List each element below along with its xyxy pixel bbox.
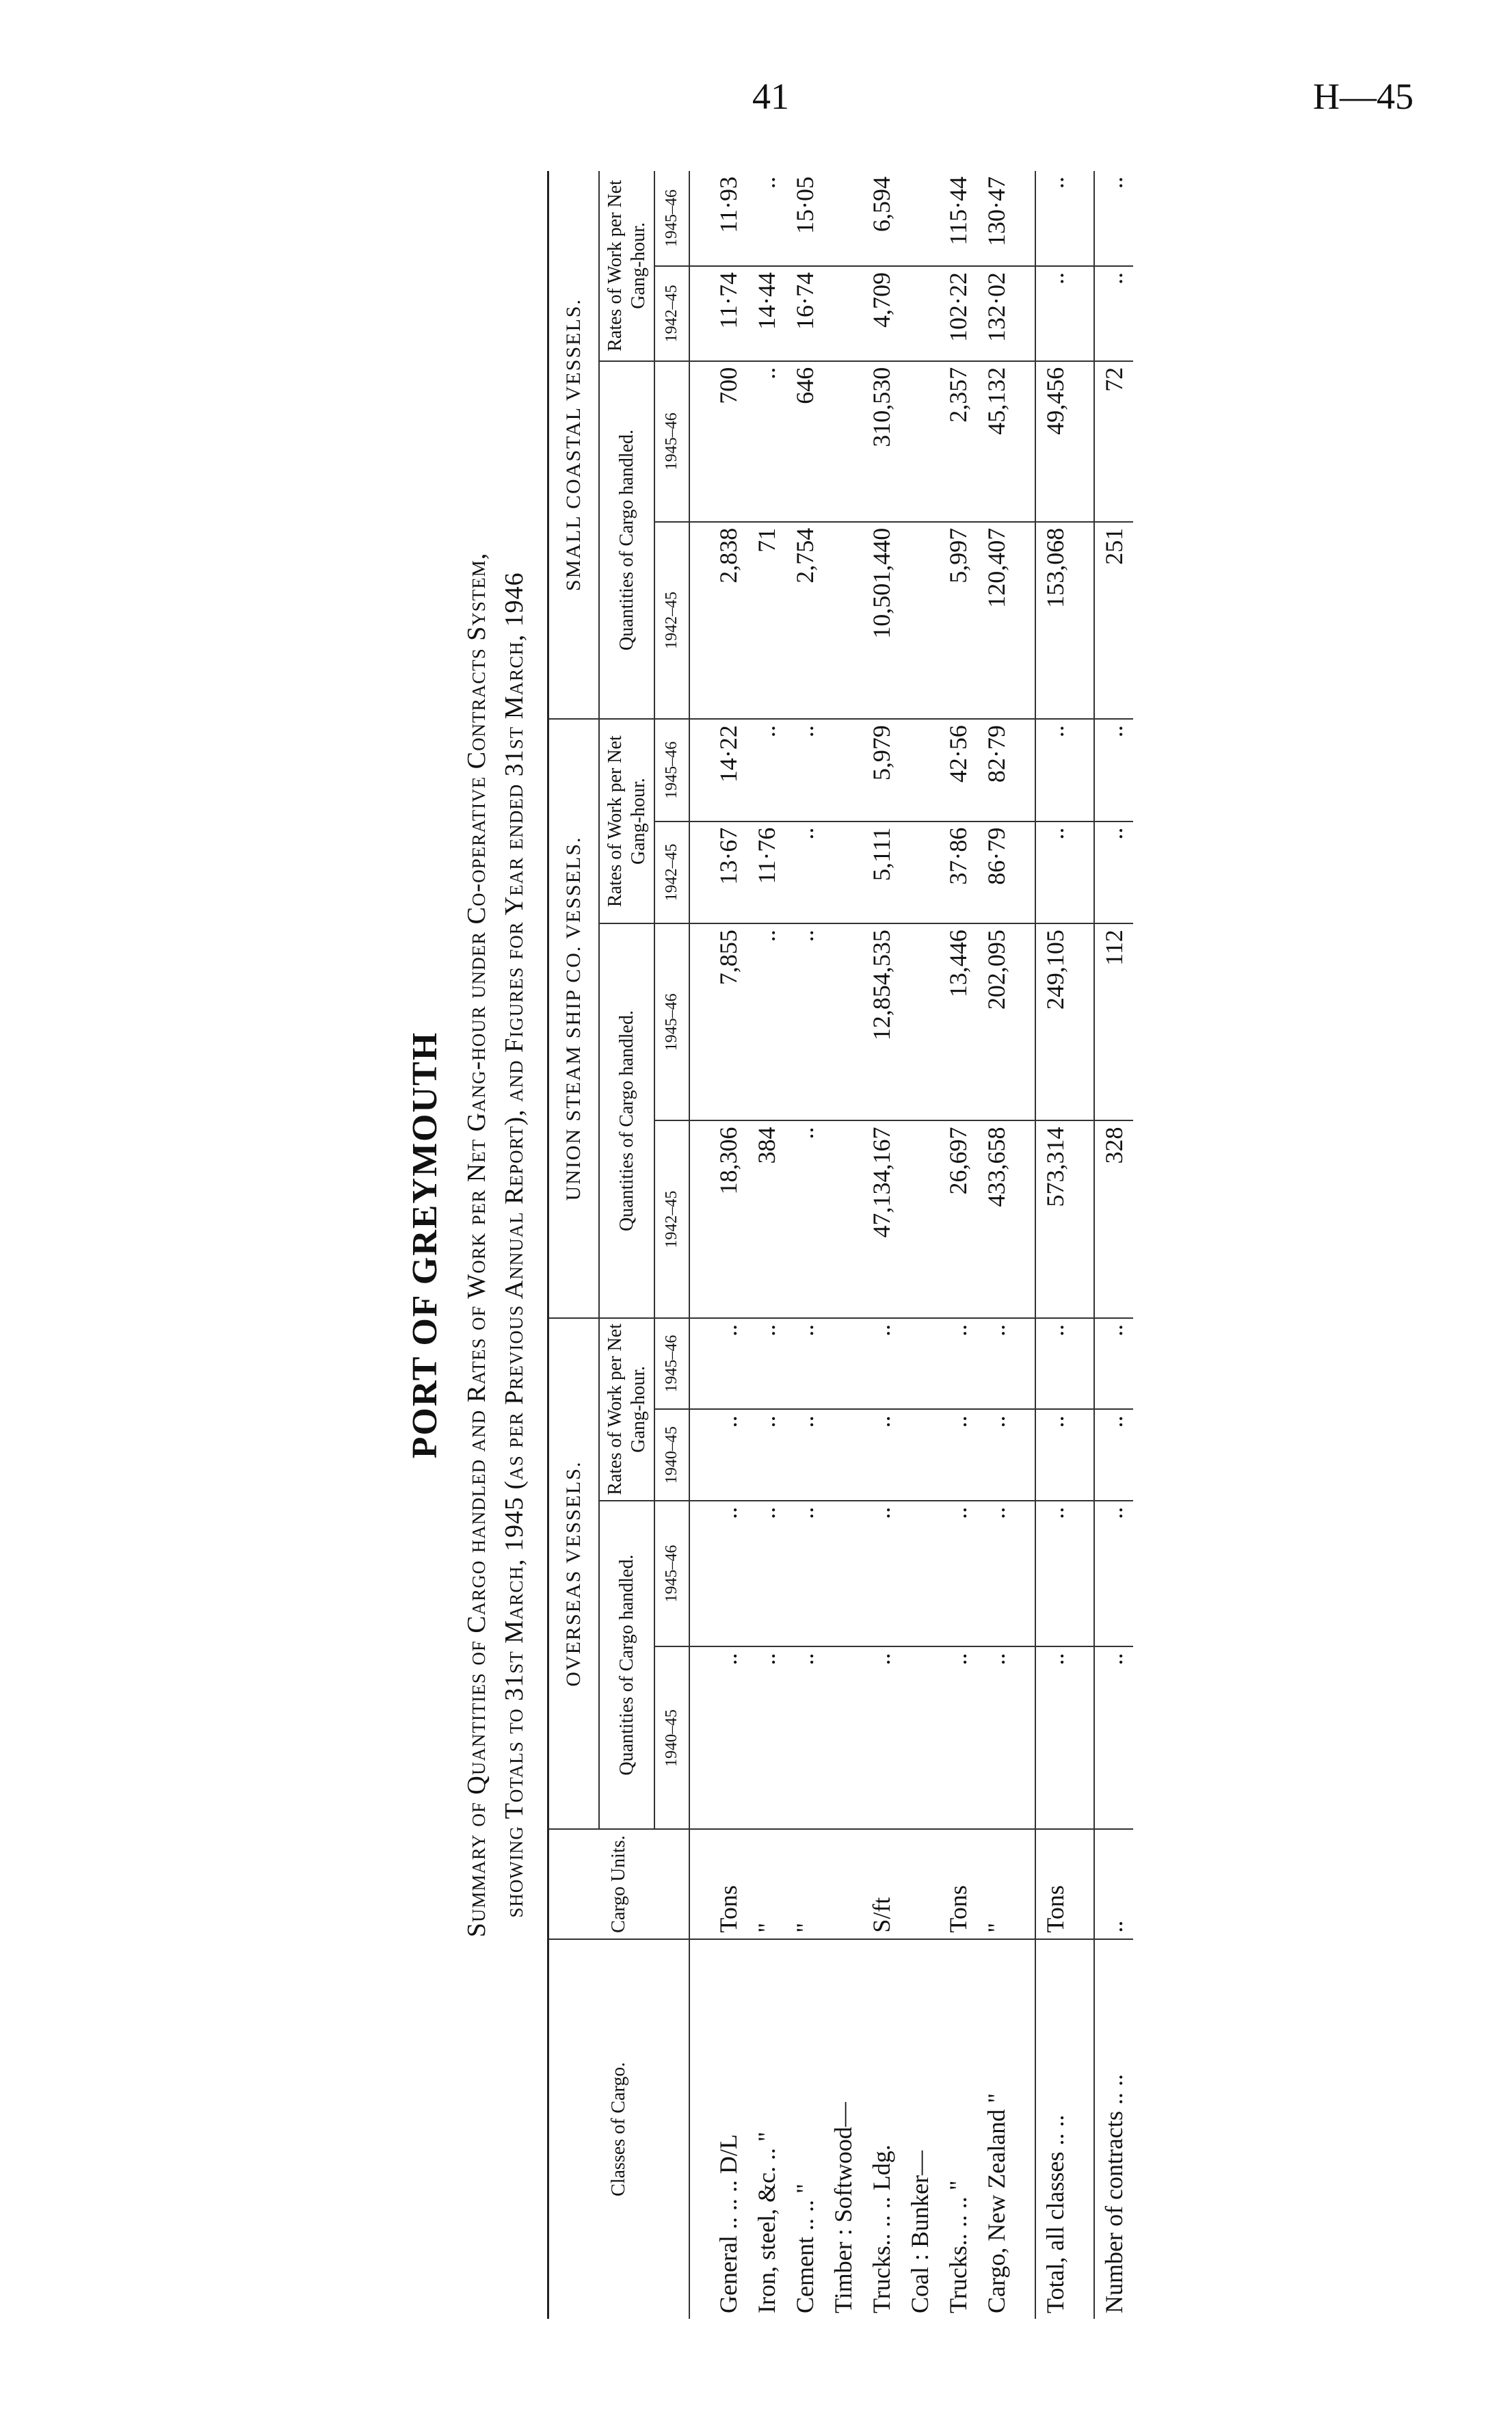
value-cell-ov_q2: .. <box>862 1501 901 1647</box>
cargo-unit-cell: " <box>747 1829 786 1939</box>
cargo-unit-cell: Tons <box>1035 1829 1074 1939</box>
value-cell-us_q2 <box>824 923 862 1120</box>
value-cell-ov_q1: .. <box>709 1646 747 1829</box>
header-year-sc_r2: 1945–46 <box>654 171 689 266</box>
value-cell-sc_q2: 700 <box>709 361 747 522</box>
header-year-us_q2: 1945–46 <box>654 923 689 1120</box>
value-cell-sc_q1: 71 <box>747 522 786 719</box>
value-cell-sc_r1: 132·02 <box>977 266 1016 361</box>
header-units: Cargo Units. <box>548 1829 689 1939</box>
value-cell-us_q2: 112 <box>1094 923 1133 1120</box>
header-year-ov_r1: 1940–45 <box>654 1409 689 1501</box>
spacer-cell <box>1016 361 1035 522</box>
value-cell-us_q1: 18,306 <box>709 1120 747 1317</box>
value-cell-us_q2: 249,105 <box>1035 923 1074 1120</box>
value-cell-sc_r1 <box>901 266 939 361</box>
value-cell-ov_r1 <box>901 1409 939 1501</box>
value-cell-ov_r1: .. <box>709 1409 747 1501</box>
spacer-cell <box>1016 719 1035 822</box>
page-number: 41 <box>752 76 789 117</box>
value-cell-us_q1 <box>824 1120 862 1317</box>
value-cell-ov_r2 <box>901 1318 939 1410</box>
cargo-unit-cell: Tons <box>709 1829 747 1939</box>
value-cell-us_r1 <box>824 822 862 924</box>
value-cell-ov_q2: .. <box>1094 1501 1133 1647</box>
spacer-cell <box>689 1318 709 1410</box>
value-cell-ov_r2: .. <box>747 1318 786 1410</box>
subtitle-line-1: Summary of Quantities of Cargo handled and Rates of Work per Net Gang-hour under Co-operative Contracts System, <box>462 552 491 1938</box>
value-cell-sc_q2: 310,530 <box>862 361 901 522</box>
value-cell-us_r2 <box>824 719 862 822</box>
value-cell-ov_r2: .. <box>1035 1318 1074 1410</box>
value-cell-sc_r1: 4,709 <box>862 266 901 361</box>
spacer-cell <box>1016 1501 1035 1647</box>
value-cell-ov_r2: .. <box>709 1318 747 1410</box>
value-cell-sc_q1 <box>901 522 939 719</box>
value-cell-ov_q2: .. <box>1035 1501 1074 1647</box>
value-cell-sc_r1: 14·44 <box>747 266 786 361</box>
cargo-unit-cell: .. <box>1094 1829 1133 1939</box>
table-row <box>901 171 939 2319</box>
table-row <box>939 171 977 2319</box>
header-rates: Rates of Work per Net Gang-hour. <box>599 719 654 923</box>
value-cell-sc_r2 <box>824 171 862 266</box>
value-cell-sc_r2: 115·44 <box>944 176 972 246</box>
header-year-us_r2: 1945–46 <box>654 719 689 822</box>
spacer-cell <box>1016 822 1035 924</box>
cargo-class-cell: Total, all classes .. .. <box>1035 1939 1074 2319</box>
value-cell-sc_q1 <box>824 522 862 719</box>
cargo-class-cell: Trucks.. .. .. " <box>939 1939 977 2319</box>
header-year-us_r1: 1942–45 <box>654 822 689 924</box>
cargo-class-cell: Timber : Softwood— <box>824 1939 862 2319</box>
value-cell-sc_r1 <box>824 266 862 361</box>
value-cell-sc_q1: 2,838 <box>709 522 747 719</box>
value-cell-ov_q1: .. <box>1094 1646 1133 1829</box>
table-row <box>709 171 747 2319</box>
value-cell-ov_q1: .. <box>939 1646 977 1829</box>
value-cell-ov_r1: .. <box>1094 1409 1133 1501</box>
value-cell-sc_r2: .. <box>1035 171 1074 266</box>
value-cell-ov_r1: .. <box>1035 1409 1074 1501</box>
table-row <box>747 171 786 2319</box>
spacer-cell <box>689 719 709 822</box>
value-cell-us_q2: .. <box>786 923 824 1120</box>
value-cell-us_r2: 5,979 <box>862 719 901 822</box>
value-cell-sc_q1: 251 <box>1094 522 1133 719</box>
value-cell-us_q2: .. <box>747 923 786 1120</box>
header-quantities: Quantities of Cargo handled. <box>599 923 654 1318</box>
rotated-table-page <box>397 171 1347 2319</box>
spacer-row <box>1016 171 1035 2319</box>
value-cell-ov_q2: .. <box>939 1501 977 1647</box>
cargo-class-cell: Trucks.. .. .. Ldg. <box>862 1939 901 2319</box>
spacer-cell <box>1074 361 1094 522</box>
value-cell-sc_r2: 15·05 <box>791 176 819 234</box>
value-cell-us_q2 <box>901 923 939 1120</box>
value-cell-us_r1: 5,111 <box>862 822 901 924</box>
spacer-cell <box>1074 266 1094 361</box>
value-cell-us_r2: .. <box>1035 719 1074 822</box>
value-cell-sc_r1: 102·22 <box>939 266 977 361</box>
value-cell-ov_q2: .. <box>977 1501 1016 1647</box>
value-cell-us_q1: 47,134,167 <box>862 1120 901 1317</box>
value-cell-sc_r2: 11·93 <box>714 176 742 233</box>
spacer-cell <box>1074 719 1094 822</box>
cargo-unit-cell: " <box>977 1829 1016 1939</box>
subtitle-line-2: showing Totals to 31st March, 1945 (as per Previous Annual Report), and Figures for Year ended 31st March, 1946 <box>500 572 529 1918</box>
value-cell-us_r2: .. <box>1094 719 1133 822</box>
value-cell-us_r1 <box>901 822 939 924</box>
cargo-class-cell: Coal : Bunker— <box>901 1939 939 2319</box>
value-cell-ov_r2: .. <box>1094 1318 1133 1410</box>
cargo-class-cell: General .. .. .. D/L <box>709 1939 747 2319</box>
value-cell-us_q1: 573,314 <box>1035 1120 1074 1317</box>
spacer-cell <box>689 1829 709 1939</box>
value-cell-us_r1: 13·67 <box>709 822 747 924</box>
value-cell-ov_q1 <box>824 1646 862 1829</box>
value-cell-sc_q2: 72 <box>1094 361 1133 522</box>
spacer-cell <box>689 923 709 1120</box>
spacer-cell <box>689 1409 709 1501</box>
page-title: PORT OF GREYMOUTH <box>406 1031 445 1459</box>
value-cell-ov_q1 <box>901 1646 939 1829</box>
header-year-ov_q2: 1945–46 <box>654 1501 689 1647</box>
table-row <box>786 171 824 2319</box>
spacer-cell <box>1074 1120 1094 1317</box>
spacer-cell <box>689 822 709 924</box>
spacer-cell <box>1016 1409 1035 1501</box>
spacer-cell <box>1074 1409 1094 1501</box>
header-year-ov_q1: 1940–45 <box>654 1646 689 1829</box>
value-cell-ov_r2: .. <box>862 1318 901 1410</box>
spacer-cell <box>1016 1829 1035 1939</box>
spacer-cell <box>1074 1318 1094 1410</box>
value-cell-us_r1: .. <box>1035 822 1074 924</box>
value-cell-ov_r1: .. <box>747 1409 786 1501</box>
spacer-cell <box>1074 822 1094 924</box>
value-cell-ov_q1: .. <box>977 1646 1016 1829</box>
spacer-row <box>1074 171 1094 2319</box>
header-overseas: OVERSEAS VESSELS. <box>548 1318 600 1830</box>
value-cell-sc_r2: 130·47 <box>982 176 1010 246</box>
spacer-cell <box>1016 1318 1035 1410</box>
table-row <box>1035 171 1074 2319</box>
header-quantities: Quantities of Cargo handled. <box>599 1501 654 1830</box>
table-row <box>862 171 901 2319</box>
value-cell-sc_q2: 49,456 <box>1035 361 1074 522</box>
value-cell-ov_r2: .. <box>939 1318 977 1410</box>
spacer-cell <box>1016 1646 1035 1829</box>
spacer-row <box>689 171 709 2319</box>
spacer-cell <box>689 171 709 266</box>
value-cell-sc_r1: 16·74 <box>786 266 824 361</box>
header-rates: Rates of Work per Net Gang-hour. <box>599 171 654 361</box>
spacer-cell <box>689 1939 709 2319</box>
spacer-cell <box>689 1501 709 1647</box>
value-cell-us_r1: .. <box>786 822 824 924</box>
spacer-cell <box>1016 171 1035 266</box>
header-small: SMALL COASTAL VESSELS. <box>548 171 600 719</box>
report-reference: H—45 <box>1313 76 1414 117</box>
header-union: UNION STEAM SHIP CO. VESSELS. <box>548 719 600 1318</box>
spacer-cell <box>689 522 709 719</box>
value-cell-us_q1: 433,658 <box>977 1120 1016 1317</box>
value-cell-sc_q2 <box>901 361 939 522</box>
cargo-unit-cell: S/ft <box>862 1829 901 1939</box>
value-cell-ov_r2: .. <box>786 1318 824 1410</box>
value-cell-ov_r1: .. <box>786 1409 824 1501</box>
spacer-cell <box>689 1646 709 1829</box>
value-cell-us_q2: 13,446 <box>939 923 977 1120</box>
value-cell-us_q2: 12,854,535 <box>862 923 901 1120</box>
value-cell-sc_r1: 11·74 <box>709 266 747 361</box>
spacer-cell <box>1016 522 1035 719</box>
value-cell-ov_q2 <box>901 1501 939 1647</box>
value-cell-ov_q1: .. <box>862 1646 901 1829</box>
spacer-cell <box>689 266 709 361</box>
table-row <box>977 171 1016 2319</box>
value-cell-us_q2: 7,855 <box>709 923 747 1120</box>
value-cell-us_r1: .. <box>1094 822 1133 924</box>
header-quantities: Quantities of Cargo handled. <box>599 361 654 719</box>
value-cell-us_r2: .. <box>747 719 786 822</box>
value-cell-sc_q1: 2,754 <box>786 522 824 719</box>
value-cell-ov_q1: .. <box>747 1646 786 1829</box>
spacer-cell <box>1074 1829 1094 1939</box>
value-cell-us_q2: 202,095 <box>977 923 1016 1120</box>
value-cell-us_r2 <box>901 719 939 822</box>
value-cell-sc_q1: 5,997 <box>939 522 977 719</box>
value-cell-sc_r2: .. <box>1094 171 1133 266</box>
cargo-unit-cell: Tons <box>939 1829 977 1939</box>
value-cell-ov_q1: .. <box>1035 1646 1074 1829</box>
value-cell-us_q1: .. <box>786 1120 824 1317</box>
value-cell-us_r2: 42·56 <box>939 719 977 822</box>
spacer-cell <box>689 1120 709 1317</box>
value-cell-us_r2: 82·79 <box>977 719 1016 822</box>
value-cell-sc_q2 <box>824 361 862 522</box>
cargo-unit-cell <box>824 1829 862 1939</box>
value-cell-sc_r2: .. <box>752 176 780 189</box>
header-classes: Classes of Cargo. <box>548 1939 689 2319</box>
header-year-sc_r1: 1942–45 <box>654 266 689 361</box>
value-cell-us_q1: 384 <box>747 1120 786 1317</box>
value-cell-ov_q2: .. <box>786 1501 824 1647</box>
cargo-class-cell: Number of contracts .. .. <box>1094 1939 1133 2319</box>
value-cell-sc_q1: 10,501,440 <box>862 522 901 719</box>
header-year-ov_r2: 1945–46 <box>654 1318 689 1410</box>
value-cell-us_q1: 328 <box>1094 1120 1133 1317</box>
value-cell-sc_q2: 646 <box>786 361 824 522</box>
value-cell-us_r2: .. <box>786 719 824 822</box>
cargo-class-cell: Iron, steel, &c. .. " <box>747 1939 786 2319</box>
value-cell-sc_q2: 45,132 <box>977 361 1016 522</box>
spacer-cell <box>1016 1939 1035 2319</box>
header-year-sc_q1: 1942–45 <box>654 522 689 719</box>
value-cell-us_r1: 11·76 <box>747 822 786 924</box>
value-cell-sc_q1: 153,068 <box>1035 522 1074 719</box>
value-cell-sc_r1: .. <box>1035 266 1074 361</box>
value-cell-sc_r2 <box>901 171 939 266</box>
value-cell-ov_q2 <box>824 1501 862 1647</box>
cargo-unit-cell <box>901 1829 939 1939</box>
spacer-cell <box>1016 923 1035 1120</box>
value-cell-us_q1: 26,697 <box>939 1120 977 1317</box>
spacer-cell <box>1074 171 1094 266</box>
value-cell-sc_r1: .. <box>1094 266 1133 361</box>
header-rates: Rates of Work per Net Gang-hour. <box>599 1318 654 1501</box>
value-cell-ov_r2 <box>824 1318 862 1410</box>
value-cell-us_r1: 86·79 <box>977 822 1016 924</box>
table-row <box>824 171 862 2319</box>
spacer-cell <box>1074 1501 1094 1647</box>
header-year-sc_q2: 1945–46 <box>654 361 689 522</box>
cargo-class-cell: Cargo, New Zealand " <box>977 1939 1016 2319</box>
spacer-cell <box>1016 1120 1035 1317</box>
cargo-class-cell: Cement .. .. " <box>786 1939 824 2319</box>
cargo-table <box>547 171 1133 2319</box>
value-cell-ov_r1: .. <box>939 1409 977 1501</box>
value-cell-ov_q2: .. <box>747 1501 786 1647</box>
spacer-cell <box>689 361 709 522</box>
value-cell-ov_q2: .. <box>709 1501 747 1647</box>
spacer-cell <box>1074 1939 1094 2319</box>
value-cell-us_r1: 37·86 <box>939 822 977 924</box>
spacer-cell <box>1074 1646 1094 1829</box>
value-cell-sc_q2: 2,357 <box>939 361 977 522</box>
value-cell-sc_q1: 120,407 <box>977 522 1016 719</box>
value-cell-us_r2: 14·22 <box>709 719 747 822</box>
value-cell-ov_r1: .. <box>977 1409 1016 1501</box>
value-cell-ov_r2: .. <box>977 1318 1016 1410</box>
value-cell-sc_q2: .. <box>747 361 786 522</box>
value-cell-ov_r1 <box>824 1409 862 1501</box>
value-cell-us_q1 <box>901 1120 939 1317</box>
spacer-cell <box>1074 923 1094 1120</box>
value-cell-ov_q1: .. <box>786 1646 824 1829</box>
spacer-cell <box>1074 522 1094 719</box>
value-cell-ov_r1: .. <box>862 1409 901 1501</box>
header-year-us_q1: 1942–45 <box>654 1120 689 1317</box>
value-cell-sc_r2: 6,594 <box>867 176 895 232</box>
spacer-cell <box>1016 266 1035 361</box>
table-row <box>1094 171 1133 2319</box>
cargo-unit-cell: " <box>786 1829 824 1939</box>
